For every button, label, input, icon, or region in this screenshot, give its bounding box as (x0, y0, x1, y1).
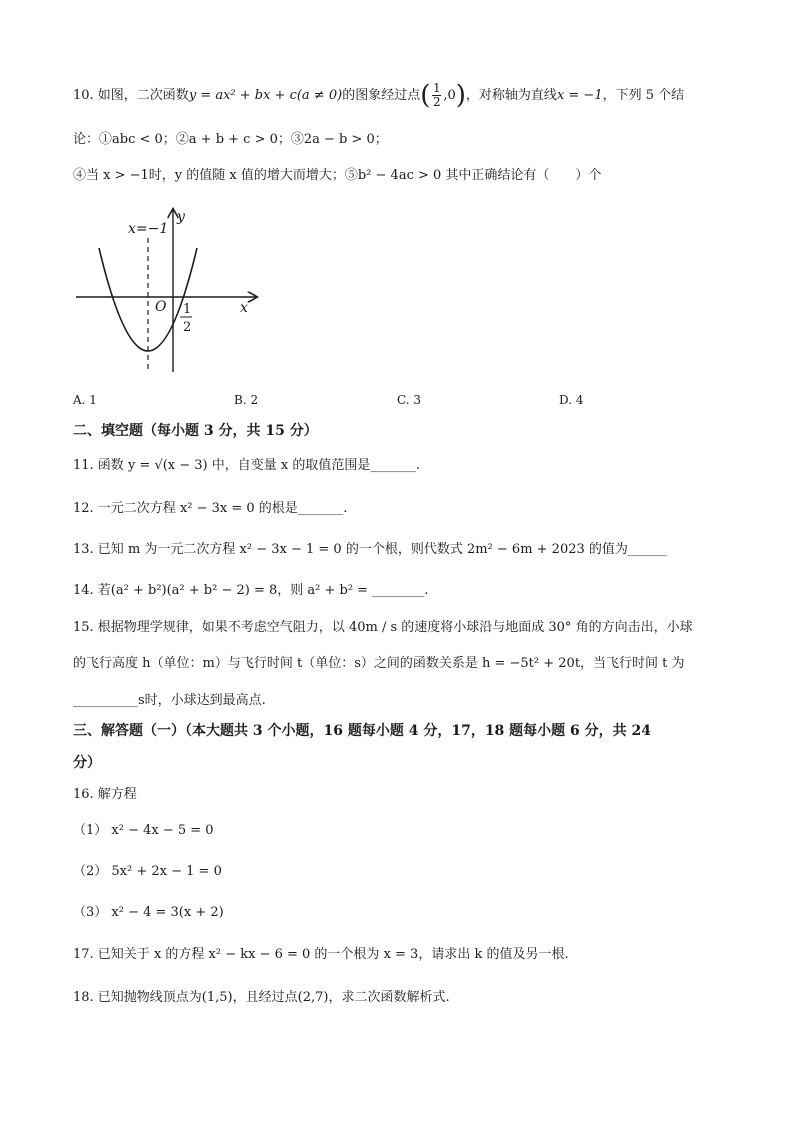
symmetry-axis-label: x=−1 (128, 221, 169, 237)
section2-title: 二、填空题（每小题 3 分，共 15 分） (73, 423, 318, 439)
question-14: 14. 若(a² + b²)(a² + b² − 2) = 8，则 a² + b² = ________. (73, 583, 429, 598)
section3-title-line1: 三、解答题（一）（本大题共 3 个小题，16 题每小题 4 分，17，18 题每小题 6 分，共 24 (73, 723, 652, 739)
question-15-line2: 的飞行高度 h（单位：m）与飞行时间 t（单位：s）之间的函数关系是 h = −5t² + 20t，当飞行时间 t 为 (73, 656, 685, 671)
q10-text-c: ，对称轴为直线 (465, 88, 557, 103)
option-a: A. 1 (73, 393, 97, 407)
question-17: 17. 已知关于 x 的方程 x² − kx − 6 = 0 的一个根为 x = 3，请求出 k 的值及另一根. (73, 947, 569, 962)
parabola-curve (99, 248, 197, 351)
point-fraction (432, 82, 441, 109)
q10-axis-eq: x = −1 (556, 88, 603, 103)
parabola-graph (66, 204, 266, 379)
q10-text-a: 10. 如图，二次函数 (73, 88, 189, 103)
question-16-title: 16. 解方程 (73, 787, 137, 802)
point-numerator: 1 (433, 81, 441, 95)
question-11: 11. 函数 y = √(x − 3) 中，自变量 x 的取值范围是_______. (73, 458, 420, 473)
option-b: B. 2 (234, 393, 259, 407)
question-15-line3: __________s时，小球达到最高点. (73, 693, 266, 708)
point-denominator: 2 (433, 95, 441, 109)
option-c: C. 3 (397, 393, 422, 407)
point-rest: ,0 (443, 88, 456, 103)
right-paren: ) (455, 80, 466, 111)
question-16-item-2: （2） 5x² + 2x − 1 = 0 (73, 864, 222, 879)
y-axis-label: y (177, 209, 185, 225)
q10-text-b: 的图象经过点 (342, 88, 421, 103)
q10-line3: ④当 x > −1时，y 的值随 x 值的增大而增大；⑤b² − 4ac > 0 其中正确结论有（ ）个 (73, 168, 602, 183)
half-numerator: 1 (183, 302, 192, 317)
half-denominator: 2 (183, 320, 192, 335)
x-axis-label: x (240, 300, 248, 316)
question-13: 13. 已知 m 为一元二次方程 x² − 3x − 1 = 0 的一个根，则代数式 2m² − 6m + 2023 的值为______ (73, 542, 667, 557)
q10-line2: 论：①abc < 0；②a + b + c > 0；③2a − b > 0； (73, 132, 388, 147)
q10-formula: y = ax² + bx + c(a ≠ 0) (188, 88, 343, 103)
question-16-item-3: （3） x² − 4 = 3(x + 2) (73, 905, 224, 920)
q10-text-d: ，下列 5 个结 (602, 88, 685, 103)
section3-title-line2: 分） (73, 755, 101, 771)
question-15-line1: 15. 根据物理学规律，如果不考虑空气阻力，以 40m / s 的速度将小球沿与地面成 30° 角的方向击出，小球 (73, 620, 693, 635)
question-16-item-1: （1） x² − 4x − 5 = 0 (73, 823, 214, 838)
left-paren: ( (420, 80, 431, 111)
question-12: 12. 一元二次方程 x² − 3x = 0 的根是_______. (73, 501, 348, 516)
q10-line1 (73, 82, 684, 109)
option-d: D. 4 (559, 393, 584, 407)
question-18: 18. 已知抛物线顶点为(1,5)，且经过点(2,7)，求二次函数解析式. (73, 990, 450, 1005)
origin-label: O (155, 299, 167, 315)
